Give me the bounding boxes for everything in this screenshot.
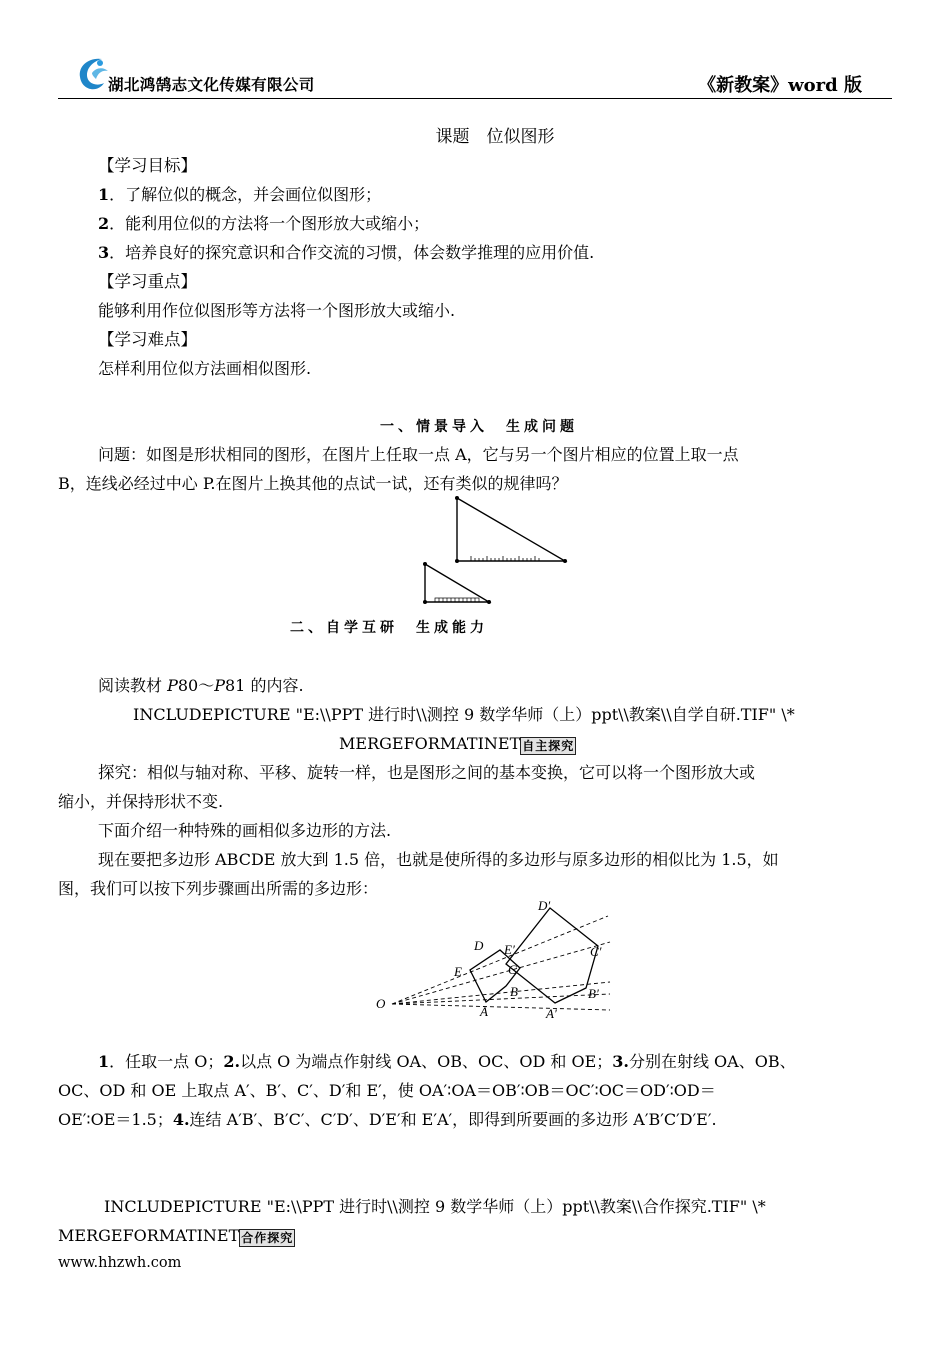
label-e-prime: E′ bbox=[504, 942, 515, 957]
small-triangle bbox=[423, 562, 491, 604]
label-a: A bbox=[480, 1004, 488, 1019]
goal-number: 1 bbox=[98, 185, 110, 204]
step-text: 连结 A′B′、B′C′、C′D′、D′E′和 E′A′，即得到所要画的多边形 A′B′C′D′E′. bbox=[189, 1110, 717, 1129]
label-o: O bbox=[376, 996, 386, 1011]
goal-text: ．了解位似的概念，并会画位似图形； bbox=[109, 185, 382, 204]
label-d: D bbox=[474, 938, 484, 953]
section-heading-1: 一、情景导入 生成问题 bbox=[380, 419, 578, 435]
method-intro: 下面介绍一种特殊的画相似多边形的方法. bbox=[98, 821, 392, 840]
footer-url[interactable]: www.hhzwh.com bbox=[58, 1255, 182, 1271]
label-b-prime: B′ bbox=[588, 986, 599, 1001]
goal-item bbox=[98, 214, 429, 234]
step-text: 以点 O 为端点作射线 OA、OB、OC、OD 和 OE； bbox=[240, 1052, 613, 1071]
steps-text-cont: OC、OD 和 OE 上取点 A′、B′、C′、D′和 E′，使 OA′∶OA＝OB′∶OB＝OC′∶OC＝OD′∶OD＝ bbox=[58, 1081, 716, 1100]
goals-heading: 【学习目标】 bbox=[98, 156, 197, 175]
pentagon-image bbox=[506, 908, 598, 1003]
steps-text-cont bbox=[58, 1110, 717, 1130]
reading-page-start: 80～ bbox=[177, 676, 215, 695]
goal-item bbox=[98, 185, 381, 205]
company-name: 湖北鸿鹄志文化传媒有限公司 bbox=[108, 76, 315, 94]
label-a-prime: A′ bbox=[546, 1006, 557, 1021]
include-picture-field-2: INCLUDEPICTURE "E:\\PPT 进行时\\测控 9 数学华师（上）ppt\\教案\\合作探究.TIF" \* bbox=[104, 1197, 766, 1216]
section-heading-2: 二、自学互研 生成能力 bbox=[290, 620, 488, 636]
step-number: 2. bbox=[223, 1052, 241, 1071]
reading-suffix: 81 的内容. bbox=[225, 676, 304, 695]
explore-body: ：相似与轴对称、平移、旋转一样，也是图形之间的基本变换，它可以将一个图形放大或 bbox=[131, 763, 756, 782]
explore-label: 探究 bbox=[98, 763, 131, 782]
self-study-stamp: 自主探究 bbox=[522, 739, 575, 753]
include-picture-field-cont bbox=[339, 734, 576, 755]
label-d-prime: D′ bbox=[538, 898, 551, 913]
difficulty-heading: 【学习难点】 bbox=[98, 330, 197, 349]
label-e: E bbox=[454, 964, 462, 979]
homothety-pentagon-figure bbox=[370, 898, 620, 1026]
problem-text-cont: B，连线必经过中心 P.在图片上换其他的点试一试，还有类似的规律吗？ bbox=[58, 474, 568, 493]
key-heading: 【学习重点】 bbox=[98, 272, 197, 291]
goal-number: 2 bbox=[98, 214, 110, 233]
large-triangle bbox=[455, 496, 567, 563]
header-divider bbox=[58, 98, 892, 99]
difficulty-text: 怎样利用位似方法画相似图形. bbox=[98, 359, 312, 378]
page-header bbox=[58, 55, 892, 100]
page-title: 课题 位似图形 bbox=[435, 127, 555, 147]
reading-assignment bbox=[98, 676, 304, 696]
enlarge-text-cont: 图，我们可以按下列步骤画出所需的多边形： bbox=[58, 879, 379, 898]
explore-text bbox=[98, 763, 755, 783]
goal-number: 3 bbox=[98, 243, 110, 262]
company-logo-icon bbox=[72, 55, 112, 95]
label-b: B bbox=[510, 984, 518, 999]
header-doc-label: 《新教案》word 版 bbox=[698, 75, 862, 96]
step-text: OE′∶OE＝1.5； bbox=[58, 1110, 173, 1129]
goal-item bbox=[98, 243, 594, 263]
step-number: 3. bbox=[612, 1052, 629, 1071]
merge-format-text: MERGEFORMATINET bbox=[339, 734, 521, 753]
step-text: ．任取一点 O； bbox=[109, 1052, 224, 1071]
step-text: 分别在射线 OA、OB、 bbox=[628, 1052, 796, 1071]
label-c-prime: C′ bbox=[590, 944, 602, 959]
similar-triangles-figure bbox=[415, 495, 575, 607]
merge-format-text: MERGEFORMATINET bbox=[58, 1226, 240, 1245]
key-text: 能够利用作位似图形等方法将一个图形放大或缩小. bbox=[98, 301, 456, 320]
reading-prefix: 阅读教材 bbox=[98, 676, 168, 695]
step-number: 1 bbox=[98, 1052, 110, 1071]
goal-text: ．能利用位似的方法将一个图形放大或缩小； bbox=[109, 214, 430, 233]
enlarge-text: 现在要把多边形 ABCDE 放大到 1.5 倍，也就是使所得的多边形与原多边形的相似比为 1.5，如 bbox=[98, 850, 779, 869]
reading-page-symbol: P bbox=[214, 676, 225, 695]
explore-text-cont: 缩小，并保持形状不变. bbox=[58, 792, 224, 811]
include-picture-field: INCLUDEPICTURE "E:\\PPT 进行时\\测控 9 数学华师（上）ppt\\教案\\自学自研.TIF" \* bbox=[133, 705, 795, 724]
step-number: 4. bbox=[172, 1110, 190, 1129]
cooperative-study-stamp: 合作探究 bbox=[241, 1231, 294, 1245]
steps-text bbox=[98, 1052, 796, 1072]
label-c: C bbox=[508, 962, 517, 977]
reading-page-symbol: P bbox=[167, 676, 178, 695]
include-picture-field-2-cont bbox=[58, 1226, 295, 1247]
problem-text: 问题：如图是形状相同的图形，在图片上任取一点 A，它与另一个图片相应的位置上取一点 bbox=[98, 445, 739, 464]
goal-text: ．培养良好的探究意识和合作交流的习惯，体会数学推理的应用价值. bbox=[109, 243, 595, 262]
